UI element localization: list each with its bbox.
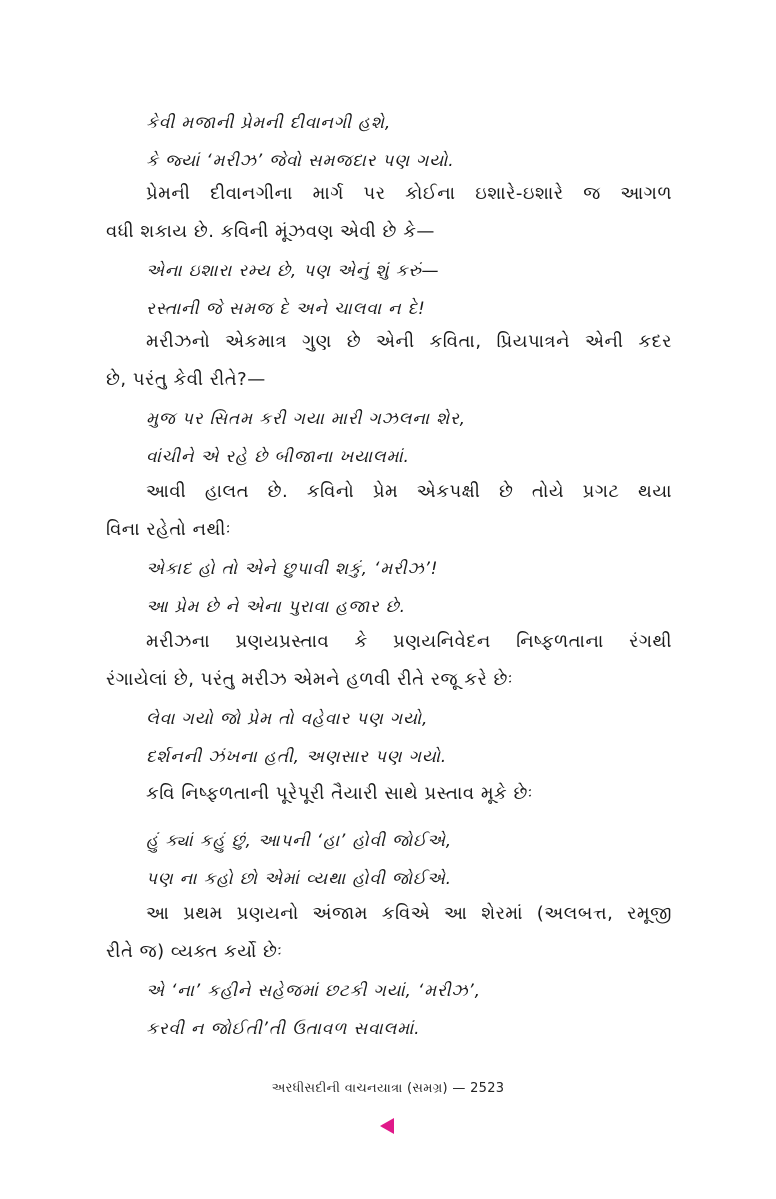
verse-block <box>146 822 452 898</box>
verse-line: એના ઇશારા રમ્ય છે, પણ એનું શું કરું— <box>146 261 440 281</box>
paragraph-line: મરીઝનો એકમાત્ર ગુણ છે એની કવિતા, પ્રિયપાત્રને એની કદર <box>146 331 672 352</box>
paragraph-line: આ પ્રથમ પ્રણયનો અંજામ કવિએ આ શેરમાં (અલબત્ત, રમૂજી <box>146 903 672 924</box>
paragraph-line: કવિ નિષ્ફળતાની પૂરેપૂરી તૈયારી સાથે પ્રસ્તાવ મૂકે છેઃ <box>146 783 534 804</box>
paragraph <box>106 895 672 971</box>
paragraph-line: મરીઝના પ્રણયપ્રસ્તાવ કે પ્રણયનિવેદન નિષ્ફળતાના રંગથી <box>146 631 672 652</box>
paragraph-line: વિના રહેતો નથીઃ <box>106 519 232 540</box>
paragraph-line: છે, પરંતુ કેવી રીતે?— <box>106 369 266 390</box>
paragraph-line: રીતે જ) વ્યક્ત કર્યો છેઃ <box>106 941 283 962</box>
paragraph-line: પ્રેમની દીવાનગીના માર્ગ પર કોઈના ઇશારે-ઇશારે જ આગળ <box>146 183 672 204</box>
verse-block <box>146 972 481 1048</box>
verse-line: હું ક્યાં કહું છું, આપની ‘હા’ હોવી જોઈએ, <box>146 831 452 851</box>
verse-line: કે જ્યાં ‘મરીઝ’ જેવો સમજદાર પણ ગયો. <box>146 151 455 171</box>
paragraph <box>106 473 672 549</box>
verse-block <box>146 700 447 776</box>
verse-line: પણ ના કહો છો એમાં વ્યથા હોવી જોઈએ. <box>146 869 452 889</box>
verse-block <box>146 550 438 626</box>
verse-line: લેવા ગયો જો પ્રેમ તો વહેવાર પણ ગયો, <box>146 709 429 729</box>
verse-line: કરવી ન જોઈતી’તી ઉતાવળ સવાલમાં. <box>146 1019 421 1039</box>
paragraph <box>106 775 672 813</box>
paragraph <box>106 323 672 399</box>
verse-block <box>146 400 466 476</box>
verse-line: એકાદ હો તો એને છુપાવી શકું, ‘મરીઝ’! <box>146 559 439 579</box>
paragraph-line: આવી હાલત છે. કવિનો પ્રેમ એકપક્ષી છે તોયે પ્રગટ થયા <box>146 481 672 502</box>
paragraph <box>106 623 672 699</box>
paragraph-line: વધી શકાય છે. કવિની મૂંઝવણ એવી છે કે— <box>106 221 435 242</box>
triangle-left-icon[interactable] <box>380 1118 394 1134</box>
verse-line: દર્શનની ઝંખના હતી, અણસાર પણ ગયો. <box>146 747 447 767</box>
verse-line: રસ્તાની જે સમજ દે અને ચાલવા ન દે! <box>146 299 426 319</box>
verse-line: મુજ પર સિતમ કરી ગયા મારી ગઝલના શેર, <box>146 409 466 429</box>
verse-line: એ ‘ના’ કહીને સહેજમાં છટકી ગયાં, ‘મરીઝ’, <box>146 981 481 1001</box>
verse-block <box>146 252 439 328</box>
verse-line: કેવી મજાની પ્રેમની દીવાનગી હશે, <box>146 113 392 133</box>
page-footer: અરધીસદીની વાચનયાત્રા (સમગ્ર) — 2523 <box>271 1081 505 1096</box>
paragraph-line: રંગાયેલાં છે, પરંતુ મરીઝ એમને હળવી રીતે રજૂ કરે છેઃ <box>106 669 514 690</box>
verse-block <box>146 104 454 180</box>
verse-line: આ પ્રેમ છે ને એના પુરાવા હજાર છે. <box>146 597 406 617</box>
paragraph <box>106 175 672 251</box>
verse-line: વાંચીને એ રહે છે બીજાના ખયાલમાં. <box>146 447 410 467</box>
